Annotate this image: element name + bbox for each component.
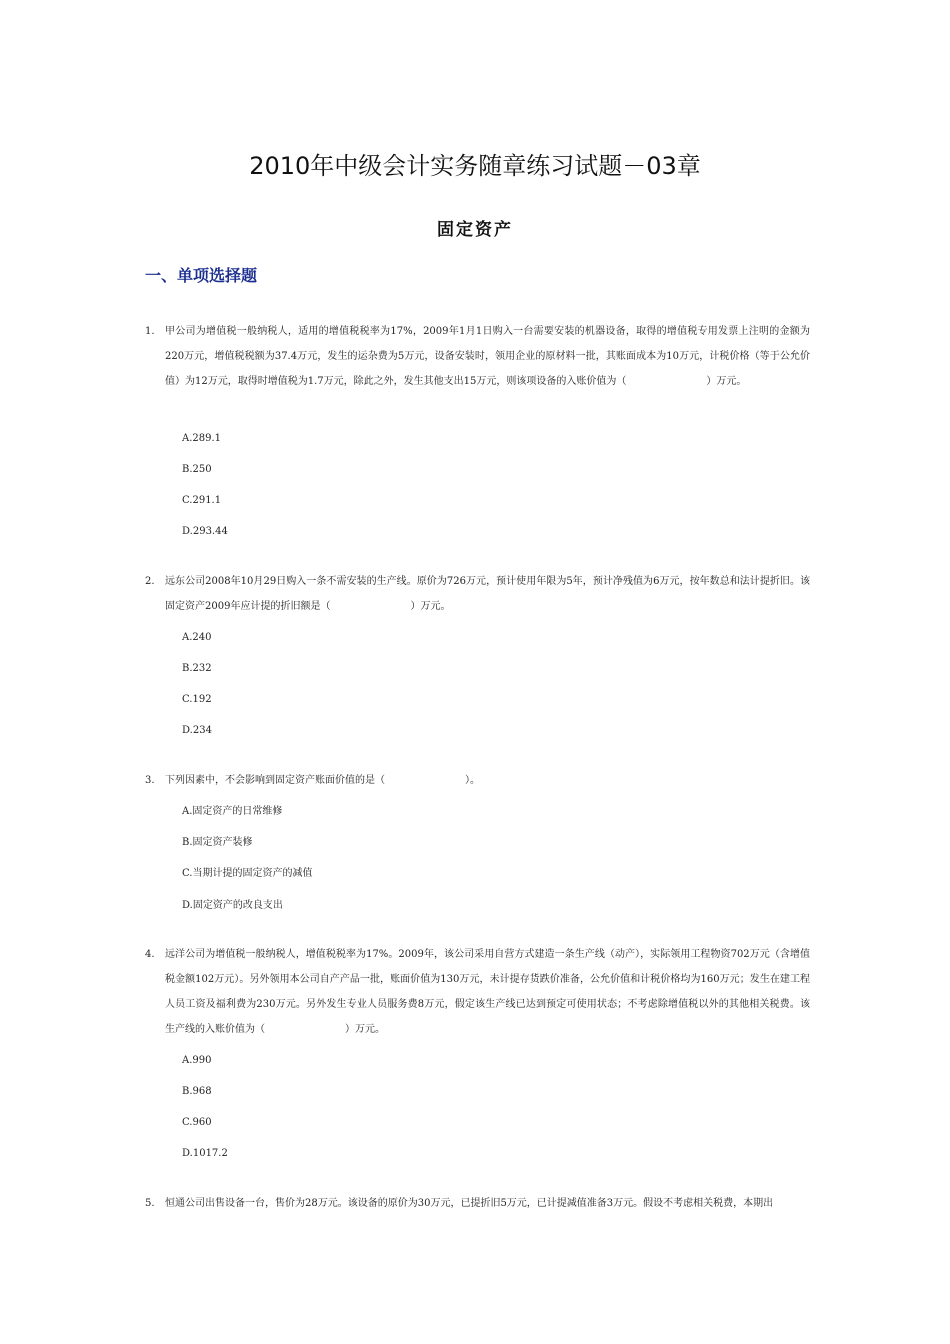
question-4-option-a: A.990 (182, 1055, 212, 1066)
question-4-option-b: B.968 (182, 1086, 212, 1097)
question-text: 下列因素中，不会影响到固定资产账面价值的是（ ）。 (165, 775, 480, 786)
question-4-option-c: C.960 (182, 1117, 212, 1128)
question-number: 1. (145, 326, 155, 337)
question-1-option-a: A.289.1 (182, 433, 222, 444)
question-number: 3. (145, 775, 155, 786)
question-3-option-b: B.固定资产装修 (182, 837, 253, 848)
question-5 (145, 1191, 810, 1221)
question-2-option-d: D.234 (182, 725, 212, 736)
question-3-option-a: A.固定资产的日常维修 (182, 806, 283, 817)
question-text: 甲公司为增值税一般纳税人，适用的增值税税率为17%，2009年1月1日购入一台需要安装的机器设备，取得的增值税专用发票上注明的金额为220万元，增值税税额为37.4万元，发生的运杂费为5万元，设备安装时，领用企业的原材料一批，其账面成本为10万元，计税价格（等于公允价值）为12万元，取得时增值税为1.7万元，除此之外，发生其他支出15万元，则该项设备的入账价值为（ ）万元。 (165, 326, 810, 387)
page-title: 2010年中级会计实务随章练习试题－03章 (249, 152, 701, 180)
chapter-subtitle: 固定资产 (437, 220, 513, 240)
question-3-option-d: D.固定资产的改良支出 (182, 900, 283, 911)
question-4 (145, 942, 810, 1042)
question-number: 4. (145, 949, 155, 960)
question-1-option-d: D.293.44 (182, 526, 228, 537)
question-text: 恒通公司出售设备一台，售价为28万元。该设备的原价为30万元，已提折旧5万元，已计提减值准备3万元。假设不考虑相关税费，本期出 (165, 1198, 774, 1209)
question-text: 远洋公司为增值税一般纳税人，增值税税率为17%。2009年，该公司采用自营方式建造一条生产线（动产），实际领用工程物资702万元（含增值税金额102万元）。另外领用本公司自产产品一批，账面价值为130万元，未计提存货跌价准备，公允价值和计税价格均为160万元；发生在建工程人员工资及福利费为230万元。另外发生专业人员服务费8万元，假定该生产线已达到预定可使用状态；不考虑除增值税以外的其他相关税费。该生产线的入账价值为（ ）万元。 (165, 949, 810, 1035)
question-1-option-c: C.291.1 (182, 495, 222, 506)
question-number: 5. (145, 1198, 155, 1209)
question-3 (145, 768, 810, 793)
question-1 (145, 319, 810, 394)
question-number: 2. (145, 576, 155, 587)
question-1-option-b: B.250 (182, 464, 212, 475)
section-heading: 一、单项选择题 (145, 266, 258, 285)
question-2-option-c: C.192 (182, 694, 212, 705)
question-2-option-b: B.232 (182, 663, 212, 674)
question-3-option-c: C.当期计提的固定资产的减值 (182, 868, 313, 879)
question-text: 远东公司2008年10月29日购入一条不需安装的生产线。原价为726万元，预计使用年限为5年，预计净残值为6万元，按年数总和法计提折旧。该固定资产2009年应计提的折旧额是（ ）万元。 (165, 576, 810, 612)
question-4-option-d: D.1017.2 (182, 1148, 228, 1159)
question-2 (145, 569, 810, 619)
question-2-option-a: A.240 (182, 632, 212, 643)
